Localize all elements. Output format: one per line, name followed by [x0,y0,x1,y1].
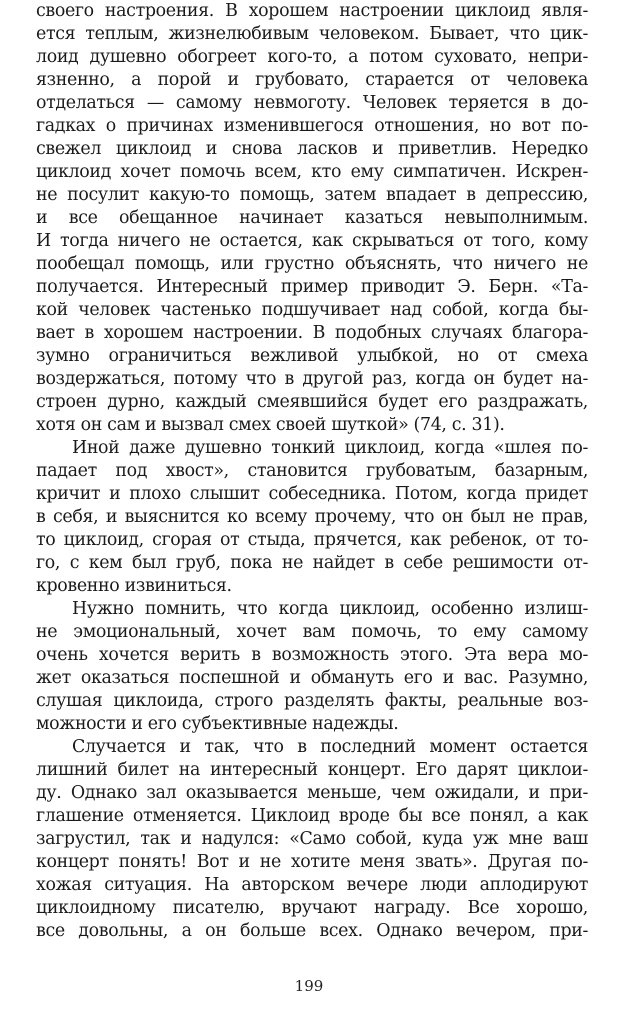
text-line: ду. Однако зал оказывается меньше, чем ожидали, и при- [36,783,588,803]
text-line: отделаться — самому невмоготу. Человек теряется в до- [36,93,588,113]
text-line: циклоидному писателю, вручают награду. Все хорошо, [36,898,588,918]
text-line: все довольны, а он больше всех. Однако вечером, при- [36,921,588,941]
text-line: лоид душевно обогреет кого-то, а потом суховато, непри- [36,47,588,67]
text-line: лишний билет на интересный концерт. Его дарят циклои- [36,760,588,780]
text-line: строен дурно, каждый смеявшийся будет его раздражать, [36,392,588,412]
paragraph [36,736,588,943]
text-line: ется теплым, жизнелюбивым человеком. Бывает, что цик- [36,24,588,44]
text-line: го, с кем был груб, пока не найдет в себе решимости от- [36,553,588,573]
text-line: кой человек частенько подшучивает над собой, когда бы- [36,300,588,320]
text-line: падает под хвост», становится грубоватым, базарным, [36,461,588,481]
text-line: хотя он сам и вызвал смех своей шуткой» (74, с. 31). [36,415,505,435]
text-line: не эмоциональный, хочет вам помочь, то ему самому [36,622,588,642]
text-line: глашение отменяется. Циклоид вроде бы все понял, а как [36,806,588,826]
paragraph [36,598,588,736]
text-line: слушая циклоида, строго разделять факты, реальные воз- [36,691,588,711]
text-line: вает в хорошем настроении. В подобных случаях благора- [36,323,588,343]
page-number: 199 [294,977,324,995]
text-line: зумно ограничиться вежливой улыбкой, но от смеха [36,346,588,366]
text-line: очень хочется верить в возможность этого. Эта вера мо- [36,645,588,665]
text-line: своего настроения. В хорошем настроении циклоид явля- [36,1,588,21]
text-line: и все обещанное начинает казаться невыполнимым. [36,208,588,228]
text-line: Нужно помнить, что когда циклоид, особенно излиш- [72,599,588,619]
text-line: в себя, и выяснится ко всему прочему, что он был не прав, [36,507,588,527]
text-line: хожая ситуация. На авторском вечере люди аплодируют [36,875,588,895]
text-line: не посулит какую-то помощь, затем впадает в депрессию, [36,185,588,205]
paragraph [36,0,588,437]
text-line: пообещал помощь, или грустно объяснять, что ничего не [36,254,588,274]
text-line: можности и его субъективные надежды. [36,714,399,734]
text-line: И тогда ничего не остается, как скрываться от того, кому [36,231,588,251]
text-line: воздержаться, потому что в другой раз, когда он будет на- [36,369,588,389]
text-line: циклоид хочет помочь всем, кто ему симпатичен. Искрен- [36,162,588,182]
text-line: свежел циклоид и снова ласков и приветлив. Нередко [36,139,588,159]
page-body [36,0,588,943]
text-line: загрустил, так и надулся: «Само собой, куда уж мне ваш [36,829,588,849]
text-line: кричит и плохо слышит собеседника. Потом, когда придет [36,484,588,504]
text-line: получается. Интересный пример приводит Э. Берн. «Та- [36,277,588,297]
text-line: жет оказаться поспешной и обмануть его и вас. Разумно, [36,668,588,688]
text-line: Случается и так, что в последний момент остается [72,737,588,757]
text-line: кровенно извиниться. [36,576,232,596]
text-line: язненно, а порой и грубовато, старается от человека [36,70,588,90]
paragraph [36,437,588,598]
text-line: концерт понять! Вот и не хотите меня звать». Другая по- [36,852,588,872]
text-line: гадках о причинах изменившегося отношения, но вот по- [36,116,588,136]
text-line: Иной даже душевно тонкий циклоид, когда «шлея по- [72,438,588,458]
text-line: то циклоид, сгорая от стыда, прячется, как ребенок, от то- [36,530,588,550]
